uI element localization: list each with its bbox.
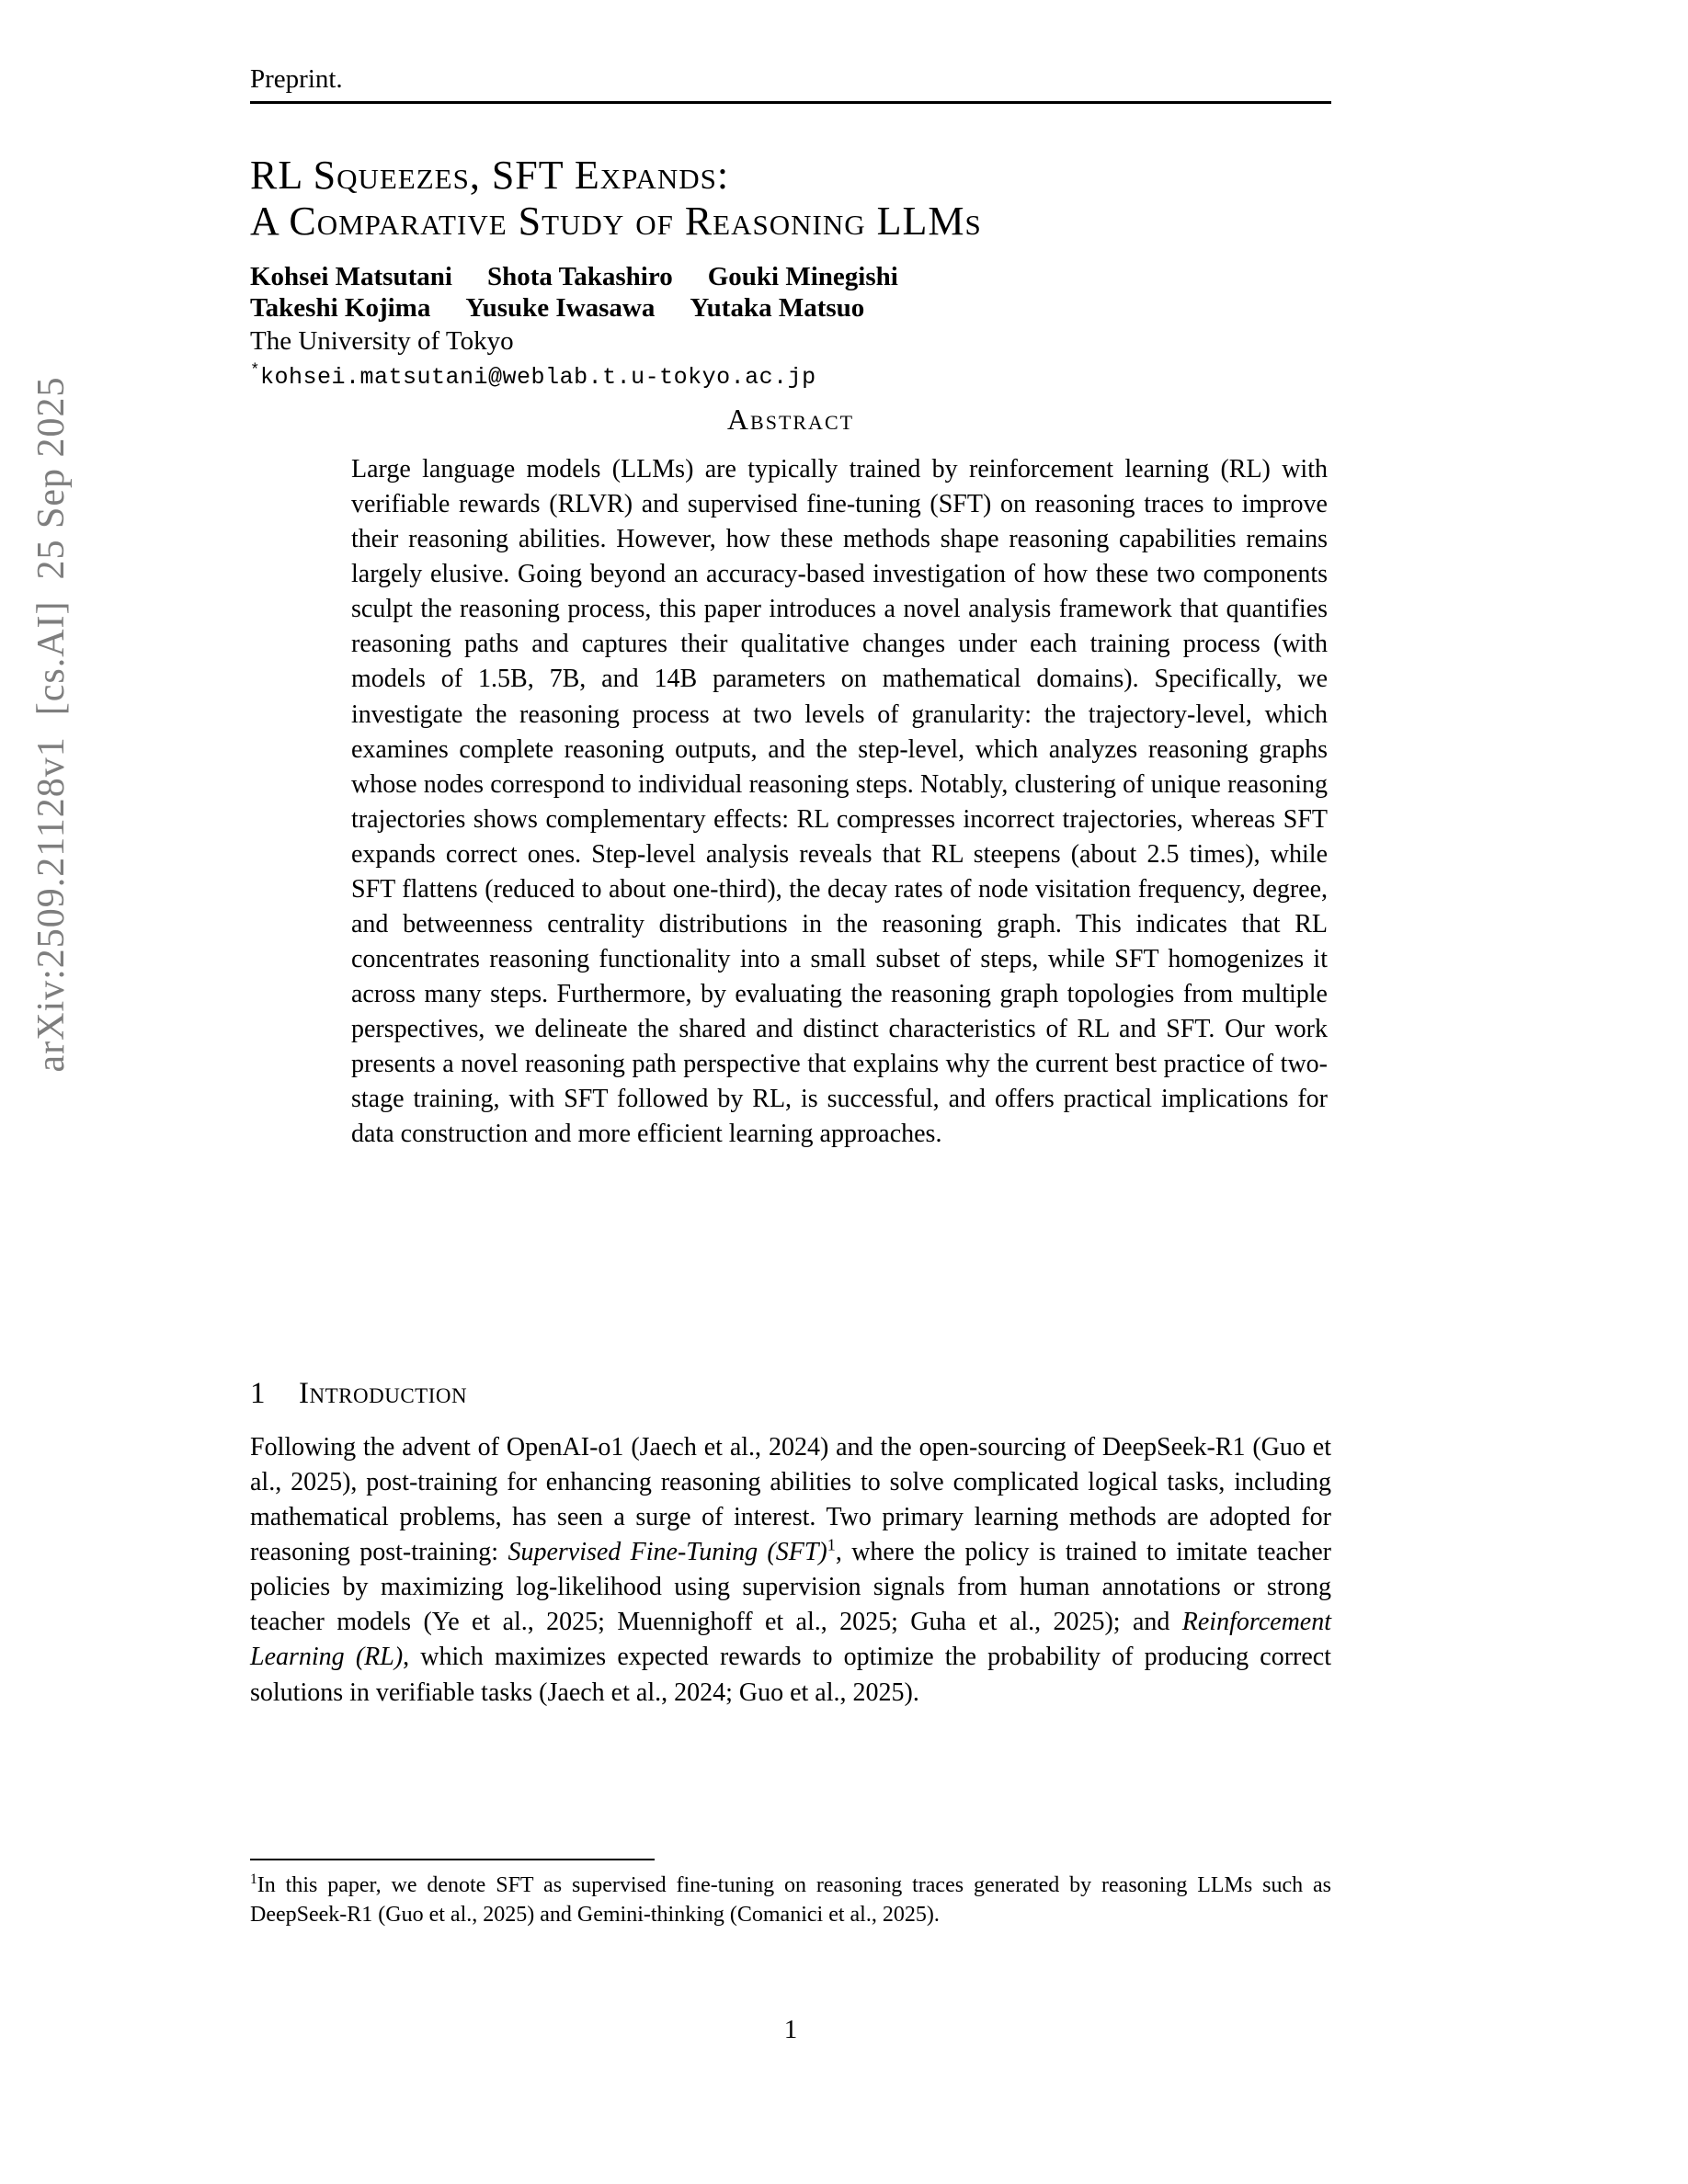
author-block xyxy=(250,261,1331,393)
intro-text-segment: , where the policy is trained to imitate teacher policies by maximizing log-likelihood using supervision signals from human annotations or strong teacher models (Ye et al., 2025; Muennighoff et al., 2025; Guha et al., 2025); and xyxy=(250,1538,1332,1637)
section-number: 1 xyxy=(250,1377,266,1410)
email-address: kohsei.matsutani@weblab.t.u-tokyo.ac.jp xyxy=(260,364,816,391)
author-name: Shota Takashiro xyxy=(486,262,673,291)
footnote-marker: 1 xyxy=(250,1871,257,1887)
header-rule xyxy=(250,101,1331,104)
section-heading-introduction xyxy=(250,1377,467,1411)
author-name: Yutaka Matsuo xyxy=(690,293,865,323)
author-name: Yusuke Iwasawa xyxy=(465,293,656,323)
footnote-text xyxy=(250,1871,1331,1929)
author-name: Gouki Minegishi xyxy=(707,262,898,291)
arxiv-watermark: arXiv:2509.21128v1 [cs.AI] 25 Sep 2025 xyxy=(30,376,73,1073)
affiliation: The University of Tokyo xyxy=(250,326,514,356)
title-line-2: A Comparative Study of Reasoning LLMs xyxy=(250,199,982,245)
preprint-header xyxy=(250,64,1331,104)
section-title: Introduction xyxy=(299,1377,468,1410)
footnote-rule xyxy=(250,1859,655,1860)
footnote-reference: 1 xyxy=(827,1535,836,1554)
footnote-block xyxy=(250,1859,1331,1929)
author-name: Kohsei Matsutani xyxy=(250,262,452,291)
paper-title xyxy=(250,153,1409,245)
preprint-label: Preprint. xyxy=(250,64,343,94)
contact-email xyxy=(250,362,1331,393)
author-row-2 xyxy=(250,292,1331,324)
abstract-text: Large language models (LLMs) are typically trained by reinforcement learning (RL) with verifiable rewards (RLVR) and supervised fine-tuning (SFT) on reasoning traces to improve their reasoning abilities. However, how these methods shape reasoning capabilities remains largely elusive. Going beyond an accuracy-based investigation of how these two components sculpt the reasoning process, this paper introduces a novel analysis framework that quantifies reasoning paths and captures their qualitative changes under each training process (with models of 1.5B, 7B, and 14B parameters on mathematical domains). Specifically, we investigate the reasoning process at two levels of granularity: the trajectory-level, which examines complete reasoning outputs, and the step-level, which analyzes reasoning graphs whose nodes correspond to individual reasoning steps. Notably, clustering of unique reasoning trajectories shows complementary effects: RL compresses incorrect trajectories, whereas SFT expands correct ones. Step-level analysis reveals that RL steepens (about 2.5 times), while SFT flattens (reduced to about one-third), the decay rates of node visitation frequency, degree, and betweenness centrality distributions in the reasoning graph. This indicates that RL concentrates reasoning functionality into a small subset of steps, while SFT homogenizes it across many steps. Furthermore, by evaluating the reasoning graph topologies from multiple perspectives, we delineate the shared and distinct characteristics of RL and SFT. Our work presents a novel reasoning path perspective that explains why the current best practice of two-stage training, with SFT followed by RL, is successful, and offers practical implications for data construction and more efficient learning approaches. xyxy=(351,455,1328,1149)
rl-term: Reinforcement Learning (RL) xyxy=(250,1608,1331,1672)
abstract-heading: Abstract xyxy=(726,403,855,436)
title-line-1: RL Squeezes, SFT Expands: xyxy=(250,153,730,198)
intro-text-segment: , which maximizes expected rewards to optimize the probability of producing correct solutions in verifiable tasks (Jaech et al., 2024; Guo et al., 2025). xyxy=(250,1643,1332,1707)
introduction-paragraph xyxy=(250,1430,1331,1711)
author-name: Takeshi Kojima xyxy=(250,293,431,323)
intro-text-segment: Following the advent of OpenAI-o1 (Jaech et al., 2024) and the open-sourcing of DeepSeek-R1 (Guo et al., 2025), post-training for enhancing reasoning abilities to solve complicated logical tasks, including mathematical problems, has seen a surge of interest. Two primary learning methods are adopted for reasoning post-training: xyxy=(250,1433,1331,1567)
page-number: 1 xyxy=(783,2015,798,2044)
footnote-body: In this paper, we denote SFT as supervised fine-tuning on reasoning traces generated by reasoning LLMs such as DeepSeek-R1 (Guo et al., 2025) and Gemini-thinking (Comanici et al., 2025). xyxy=(250,1873,1331,1927)
sft-term: Supervised Fine-Tuning (SFT) xyxy=(508,1538,827,1567)
email-marker: * xyxy=(250,361,261,381)
author-row-1 xyxy=(250,261,1331,292)
